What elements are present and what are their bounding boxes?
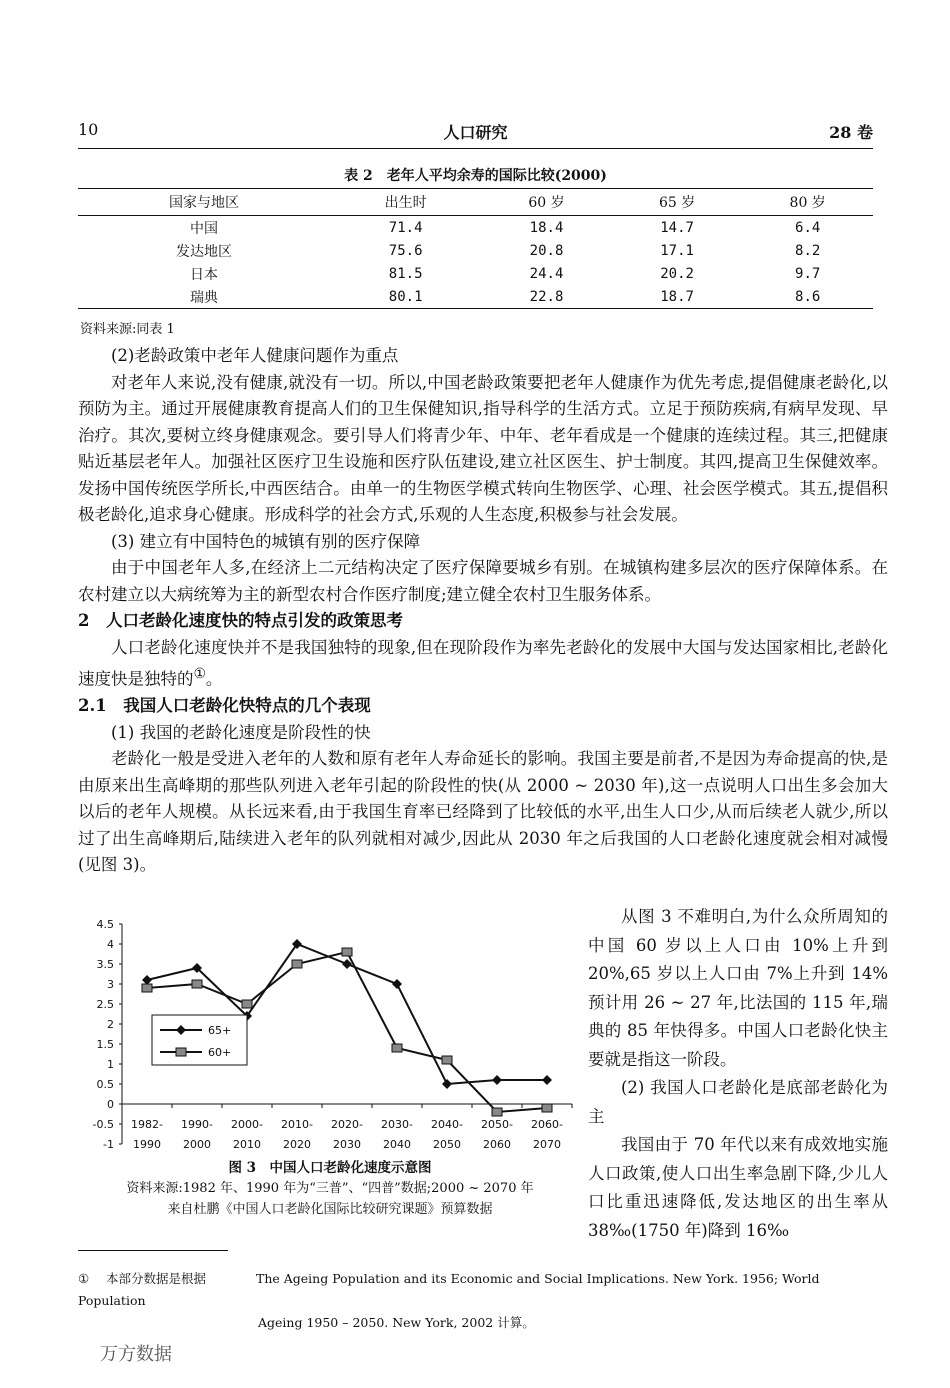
y-tick-label: 4.5 <box>96 918 114 931</box>
y-tick-label: 0.5 <box>96 1078 114 1091</box>
data-point <box>442 1079 452 1089</box>
header-rule <box>78 148 873 149</box>
figure-source <box>80 1178 580 1220</box>
figure-source-line: 资料来源:1982 年、1990 年为“三普”、“四普”数据;2000 ~ 2070 年 <box>126 1181 534 1196</box>
y-tick-label: -1 <box>103 1138 114 1151</box>
journal-title: 人口研究 <box>443 123 508 142</box>
table-cell: 22.8 <box>481 285 612 309</box>
footnote-ref: ① <box>193 666 206 682</box>
subheading: (3) 建立有中国特色的城镇有别的医疗保障 <box>111 531 421 551</box>
paragraph: 由于中国老年人多,在经济上二元结构决定了医疗保障要城乡有别。在城镇构建多层次的医疗保障体系。在农村建立以大病统筹为主的新型农村合作医疗制度;建立健全农村卫生服务体系。 <box>78 558 888 604</box>
paragraph: 老龄化一般是受进入老年的人数和原有老年人寿命延长的影响。我国主要是前者,不是因为寿命提高的快,是由原来出生高峰期的那些队列进入老年引起的阶段性的快(从 2000 ~ 2030 年),这一点说明人口出生多会加大以后的老年人规模。从长远来看,由于我国生育率已经降到了比较低的水平,出生人口少,从而后续老人就少,所以过了出生高峰期后,陆续进入老年的队列就相对减少,因此从 2030 年之后我国的人口老龄化速度就会相对减慢(见图 3)。 <box>78 749 888 874</box>
right-column-text <box>588 903 888 1245</box>
x-tick-label: 2000- <box>231 1118 263 1131</box>
aging-speed-chart <box>62 910 582 1155</box>
table-cell: 中国 <box>190 220 219 237</box>
footnote-text: Ageing 1950 – 2050. New York, 2002 计算。 <box>258 1315 535 1330</box>
y-tick-label: 3.5 <box>96 958 114 971</box>
table-cell: 日本 <box>190 266 219 283</box>
figure-caption: 图 3 中国人口老龄化速度示意图 <box>228 1160 432 1176</box>
section-heading: 2.1 我国人口老龄化快特点的几个表现 <box>78 696 371 715</box>
table-caption: 表 2 老年人平均余寿的国际比较(2000) <box>344 168 607 184</box>
page-number: 10 <box>78 120 99 139</box>
footnote-label: 本部分数据是根据 <box>106 1271 207 1286</box>
table-header-row <box>78 189 873 216</box>
table-cell: 80.1 <box>330 285 481 309</box>
x-tick-label: 2020 <box>283 1138 311 1151</box>
table-row <box>78 285 873 309</box>
data-point <box>392 1044 402 1052</box>
paragraph <box>78 635 888 694</box>
x-tick-label: 2030- <box>381 1118 413 1131</box>
table-cell: 18.7 <box>612 285 743 309</box>
x-tick-label: 2010- <box>281 1118 313 1131</box>
footnote-rule <box>78 1250 228 1251</box>
footnote-line <box>78 1268 888 1312</box>
section-heading: 2 人口老龄化速度快的特点引发的政策思考 <box>78 611 403 630</box>
legend-box <box>152 1015 247 1065</box>
table-cell: 6.4 <box>795 219 821 236</box>
y-tick-label: 1 <box>107 1058 114 1071</box>
data-point <box>292 960 302 968</box>
x-tick-label: 1982- <box>131 1118 163 1131</box>
y-tick-label: 2 <box>107 1018 114 1031</box>
footnote-text: The Ageing Population and its Economic and Social Implications. New York. 1956; World Population <box>78 1271 820 1308</box>
table-cell: 71.4 <box>388 219 423 236</box>
y-tick-label: 3 <box>107 978 114 991</box>
column-header: 国家与地区 <box>78 189 330 216</box>
figure-source-line: 来自杜鹏《中国人口老龄化国际比较研究课题》预算数据 <box>167 1202 493 1217</box>
table-cell: 8.6 <box>742 285 873 309</box>
table-source: 资料来源:同表 1 <box>80 322 175 337</box>
table-cell: 14.7 <box>660 219 694 236</box>
column-header: 65 岁 <box>612 189 743 216</box>
table-cell: 8.2 <box>795 242 821 259</box>
main-body-text <box>78 343 888 879</box>
legend-label: 60+ <box>208 1046 232 1059</box>
table-row <box>78 239 873 262</box>
subheading: (1) 我国的老龄化速度是阶段性的快 <box>111 722 371 742</box>
table-cell: 81.5 <box>388 265 423 282</box>
volume-label: 28 卷 <box>829 123 873 142</box>
data-point <box>492 1075 502 1085</box>
table-cell: 9.7 <box>795 265 821 282</box>
legend-label: 65+ <box>208 1024 232 1037</box>
life-expectancy-table <box>78 188 873 309</box>
x-tick-label: 2040- <box>431 1118 463 1131</box>
data-point <box>542 1075 552 1085</box>
x-tick-label: 1990 <box>133 1138 161 1151</box>
table-cell: 24.4 <box>529 265 564 282</box>
x-tick-label: 2060 <box>483 1138 511 1151</box>
x-tick-label: 2070 <box>533 1138 561 1151</box>
x-tick-label: 2020- <box>331 1118 363 1131</box>
x-tick-label: 2040 <box>383 1138 411 1151</box>
column-header: 80 岁 <box>742 189 873 216</box>
y-tick-label: 0 <box>107 1098 114 1111</box>
x-tick-label: 1990- <box>181 1118 213 1131</box>
data-point <box>242 1000 252 1008</box>
data-point <box>342 948 352 956</box>
y-tick-label: 4 <box>107 938 114 951</box>
y-tick-label: 2.5 <box>96 998 114 1011</box>
subheading: (2)老龄政策中老年人健康问题作为重点 <box>111 346 399 365</box>
footnote-marker: ① <box>78 1271 90 1286</box>
x-tick-label: 2030 <box>333 1138 361 1151</box>
y-tick-label: -0.5 <box>92 1118 114 1131</box>
paragraph: 对老年人来说,没有健康,就没有一切。所以,中国老龄政策要把老年人健康作为优先考虑,提倡健康老龄化,以预防为主。通过开展健康教育提高人们的卫生保健知识,指导科学的生活方式。立足于预防疾病,有病早发现、早治疗。其次,要树立终身健康观念。要引导人们将青少年、中年、老年看成是一个健康的连续过程。其三,把健康贴近基层老年人。加强社区医疗卫生设施和医疗队伍建设,建立社区医生、护士制度。其四,提高卫生保健效率。发扬中国传统医学所长,中西医结合。由单一的生物医学模式转向生物医学、心理、社会医学模式。其五,提倡积极老龄化,追求身心健康。形成科学的社会方式,乐观的人生态度,积极参与社会发展。 <box>78 372 888 524</box>
table-row <box>78 262 873 285</box>
table-cell: 18.4 <box>529 219 564 236</box>
subheading: (2) 我国人口老龄化是底部老龄化为主 <box>588 1078 888 1126</box>
x-tick-label: 2010 <box>233 1138 261 1151</box>
column-header: 出生时 <box>330 189 481 216</box>
data-point <box>442 1056 452 1064</box>
paragraph-text: 人口老龄化速度快并不是我国独特的现象,但在现阶段作为率先老龄化的发展中大国与发达国家相比,老龄化速度快是独特的 <box>78 637 888 689</box>
data-point <box>542 1104 552 1112</box>
x-tick-label: 2050- <box>481 1118 513 1131</box>
paragraph-end: 。 <box>205 669 223 689</box>
footnote <box>78 1268 888 1334</box>
x-tick-label: 2000 <box>183 1138 211 1151</box>
data-point <box>192 980 202 988</box>
table-cell: 75.6 <box>388 242 423 259</box>
data-point <box>142 984 152 992</box>
table-cell: 20.8 <box>529 242 564 259</box>
data-point <box>392 979 402 989</box>
running-header <box>78 120 873 144</box>
table-cell: 20.2 <box>660 265 694 282</box>
table-cell: 发达地区 <box>176 243 233 260</box>
y-tick-label: 1.5 <box>96 1038 114 1051</box>
column-header: 60 岁 <box>481 189 612 216</box>
x-tick-label: 2050 <box>433 1138 461 1151</box>
table-cell: 17.1 <box>660 242 694 259</box>
watermark: 万方数据 <box>100 1344 172 1365</box>
x-tick-label: 2060- <box>531 1118 563 1131</box>
data-point <box>492 1108 502 1116</box>
paragraph: 我国由于 70 年代以来有成效地实施人口政策,使人口出生率急剧下降,少儿人口比重迅速降低,发达地区的出生率从 38‰(1750 年)降到 16‰ <box>588 1135 888 1240</box>
table-row <box>78 216 873 240</box>
table-cell: 瑞典 <box>78 285 330 309</box>
legend-marker <box>176 1048 186 1056</box>
paragraph: 从图 3 不难明白,为什么众所周知的中国 60 岁以上人口由 10%上升到 20%,65 岁以上人口由 7%上升到 14%预计用 26 ~ 27 年,比法国的 115 年,瑞典的 85 年快得多。中国人口老龄化快主要就是指这一阶段。 <box>588 907 888 1069</box>
